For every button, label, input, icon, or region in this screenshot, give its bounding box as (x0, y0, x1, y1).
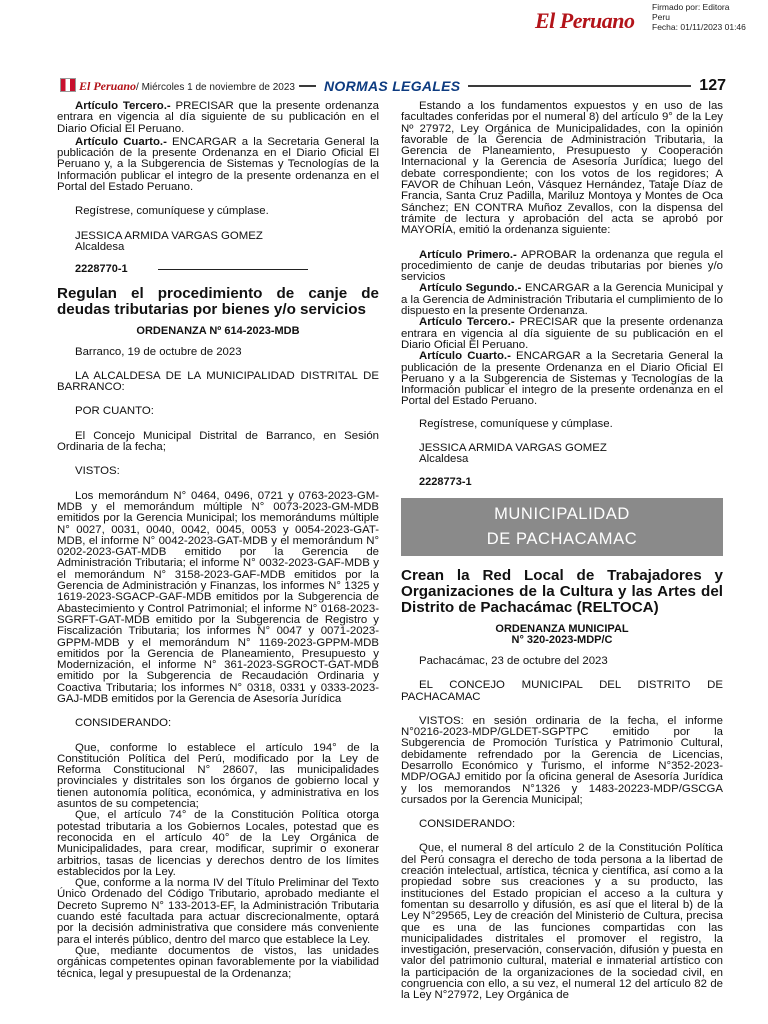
article-fourth (57, 137, 379, 193)
vistos-body: Los memorándum N° 0464, 0496, 0721 y 0763-2023-GM-MDB y el memorándum múltiple N° 0073-2023-GM-MDB emitidos por la Gerencia Municipal; los memorándums múltiple N° 0027, 0031, 0040, 0042, 0045, 0053 y 0054-2023-GAT-MDB, el informe N° 0042-2023-GAT-MDB y el memorándum N° 0202-2023-GAT-MDB emitido por la Gerencia de Administración Tributaria; el informe N° 0032-2023-GAF-MDB y el memorándum N° 3158-2023-GAF-MDB emitidos por la Gerencia de Administración y Finanzas, los informes N° 1325 y 1619-2023-SGACP-GAF-MDB emitidos por la Subgerencia de Abastecimiento y Control Patrimonial; el informe N° 0168-2023-SGRFT-GAT-MDB emitido por la Subgerencia de Registro y Fiscalización Tributaria; los informes N° 0047 y 0071-2023-GPPM-MDB y el memorándum N° 1169-2023-GPPM-MDB emitidos por la Gerencia de Planeamiento, Presupuesto y Modernización, el informe N° 361-2023-SGROCT-GAT-MDB emitido por la Subgerencia de Recaudación Ordinaria y Coactiva Tributaria; los informes N° 0318, 0331 y 0333-2023-GAJ-MDB emitidos por la Gerencia de Asesoría Jurídica (57, 489, 379, 705)
article-second (401, 283, 723, 317)
considerando-heading: CONSIDERANDO: (419, 818, 516, 831)
publication-code-text: 2228773-1 (419, 475, 472, 488)
ordinance-headline: Crean la Red Local de Trabajadores y Organizaciones de la Cultura y las Artes del Distrito de Pachacámac (RELTOCA) (401, 566, 723, 616)
signature-details (652, 2, 746, 32)
header-date: / Miércoles 1 de noviembre de 2023 (136, 82, 295, 93)
article-text: APROBAR la ordenanza que regula el procedimiento de canje de deudas tributarias por bienes y/o servicios (401, 248, 724, 284)
considerando-paragraph: Que, mediante documentos de vistos, las unidades orgánicas competentes opinan favorablemente por la viabilidad técnica, legal y presupuestal de la Ordenanza; (57, 944, 379, 980)
section-title: NORMAS LEGALES (316, 76, 468, 96)
concejo-statement: El Concejo Municipal Distrital de Barranco, en Sesión Ordinaria de la fecha; (57, 429, 379, 454)
article-fourth (401, 351, 723, 407)
page-number: 127 (691, 76, 726, 96)
right-column (401, 101, 723, 1002)
article-text: PRECISAR que la presente ordenanza entrara en vigencia al día siguiente de su publicación en el Diario Oficial El Peruano. (401, 316, 723, 351)
signed-date: Fecha: 01/11/2023 01:46 (652, 22, 746, 32)
issuing-authority: LA ALCALDESA DE LA MUNICIPALIDAD DISTRITAL DE BARRANCO: (57, 369, 379, 394)
peru-flag-icon (60, 78, 76, 92)
publication-code (419, 477, 723, 488)
article-label: Artículo Cuarto.- (419, 350, 511, 363)
article-text: ENCARGAR a la Secretaria General la publicación de la presente Ordenanza en el Diario Oficial El Peruano y a la Subgerencia de Sistemas y Tecnologías de la Información publicar el integro de la presente ordenanza en el Portal del Estado Peruano. (401, 350, 723, 408)
considerando-paragraph: Que, el artículo 74° de la Constitución Política otorga potestad tributaria a los Gobiernos Locales, potestad que es reconocida en el artículo 40° de la Ley Orgánica de Municipalidades, para crear, modificar, suprimir o exonerar arbitrios, tasas de licencias y derechos dentro de los límites establecidos por la Ley. (57, 809, 379, 878)
ordinance-number: ORDENANZA Nº 614-2023-MDB (136, 324, 300, 337)
considerando-paragraph: Que, el numeral 8 del artículo 2 de la Constitución Política del Perú consagra el derecho de toda persona a la libertad de creación intelectual, artística, técnica y científica, así como a la propiedad sobre sus creaciones y a su producto, las instituciones del Estado propician el acceso a la cultura y fomentan su desarrollo y difusión, es así que el literal b) de la Ley N°29565, Ley de creación del Ministerio de Cultura, precisa que es una de las funciones compartidas con las municipalidades distritales el promover el registro, la investigación, preservación, conservación, difusión y puesta en valor del patrimonio cultural, material e inmaterial artístico con la participación de la organizaciones de la sociedad civil, en congruencia con ello, a su vez, el numeral 12 del artículo 82 de la Ley N°27972, Ley Orgánica de (401, 842, 723, 1002)
signer-role: Alcaldesa (75, 240, 125, 253)
ordinance-code: N° 320-2023-MDP/C (511, 633, 613, 646)
article-third (401, 317, 723, 351)
vistos-heading: VISTOS: (75, 465, 120, 478)
ordinance-type: ORDENANZA MUNICIPAL (495, 622, 629, 635)
place-date: Barranco, 19 de octubre de 2023 (75, 345, 242, 358)
signed-country: Peru (652, 12, 670, 22)
digital-signature-stamp (0, 2, 768, 38)
header-brand-name: El Peruano (79, 79, 137, 93)
signer-name: JESSICA ARMIDA VARGAS GOMEZ (75, 229, 263, 242)
signer-role: Alcaldesa (419, 453, 469, 466)
left-column (57, 101, 379, 980)
por-cuanto: POR CUANTO: (75, 405, 154, 418)
el-peruano-logo: El Peruano (535, 8, 635, 33)
article-text: ENCARGAR a la Secretaria General la publicación de la presente Ordenanza en el Diario Oficial El Peruano y, a la Subgerencia de Sistemas y Tecnologías de la Información publicar el integro de la presente ordenanza en el Portal del Estado Peruano. (57, 135, 379, 194)
municipality-banner (401, 498, 723, 556)
publication-code-text: 2228770-1 (75, 263, 128, 276)
signer-name: JESSICA ARMIDA VARGAS GOMEZ (419, 442, 607, 455)
closing-formula: Regístrese, comuníquese y cúmplase. (75, 205, 269, 218)
header-brand (60, 76, 299, 98)
article-label: Artículo Tercero.- (419, 316, 515, 329)
article-text: ENCARGAR a la Gerencia Municipal y a la Gerencia de Administración Tributaria el cumplimiento de lo dispuesto en la presente Ordenanza. (401, 282, 723, 318)
intro-paragraph: Estando a los fundamentos expuestos y en uso de las facultades conferidas por el numeral 8) del artículo 9° de la Ley Nº 27972, Ley Orgánica de Municipalidades, con la opinión favorable de la Gerencia de Administración Tributaria, la Gerencia de Planeamiento, Presupuesto y Cooperación Internacional y la Gerencia de Asesoría Jurídica; luego del debate correspondiente; con los votos de los regidores; A FAVOR de Chihuan León, Vásquez Hernández, Tataje Díaz de Francia, Santa Cruz Padilla, Mariluz Montoya y Montes de Oca Sánchez; EN CONTRA Muñoz Zevallos, con la dispensa del trámite de lectura y aprobación del acta se aprobó por MAYORÍA, emitió la ordenanza siguiente: (401, 100, 723, 237)
separator-rule (158, 269, 308, 270)
article-label: Artículo Cuarto.- (75, 135, 167, 148)
signature-block (419, 443, 723, 466)
article-label: Artículo Primero.- (419, 248, 517, 261)
article-label: Artículo Segundo.- (419, 282, 522, 295)
considerando-paragraph: Que, conforme a la norma IV del Título Preliminar del Texto Único Ordenado del Código Tributario, aprobado mediante el Decreto Supremo N° 133-2013-EF, la Administración Tributaria cuando esté facultada para actuar discrecionalmente, optará por la decisión administrativa que considere más conveniente para el interés público, dentro del marco que establece la Ley. (57, 877, 379, 946)
signed-by: Firmado por: Editora (652, 2, 730, 12)
issuing-authority: EL CONCEJO MUNICIPAL DEL DISTRITO DE PACHACAMAC (401, 679, 723, 703)
municipality-line-2: DE PACHACAMAC (486, 529, 638, 548)
article-third (57, 101, 379, 135)
municipality-line-1: MUNICIPALIDAD (494, 504, 630, 523)
considerando-heading: CONSIDERANDO: (75, 717, 172, 730)
article-text: PRECISAR que la presente ordenanza entrara en vigencia al día siguiente de su publicación en el Diario Oficial El Peruano. (57, 100, 379, 135)
considerando-paragraph: Que, conforme lo establece el artículo 194° de la Constitución Política del Perú, modificado por la Ley de Reforma Constitucional N° 28607, las municipalidades provinciales y distritales son los órganos de gobierno local y tienen autonomía política, económica, y administrativa en los asuntos de su competencia; (57, 741, 379, 811)
article-label: Artículo Tercero.- (75, 100, 171, 112)
vistos-body: VISTOS: en sesión ordinaria de la fecha, el informe N°0216-2023-MDP/GLDET-SGPTPC emitido por la Subgerencia de Promoción Turística y Patrimonio Cultural, debidamente refrendado por la Gerencia de Licencias, Desarrollo Económico y Turismo, el informe N°352-2023-MDP/OGAJ emitido por la oficina general de Asesoría Jurídica y los memorandos N°1326 y 1483-20223-MDP/GSCGA cursados por la Gerencia Municipal; (401, 714, 723, 806)
ordinance-number (401, 624, 723, 646)
closing-formula: Regístrese, comuníquese y cúmplase. (419, 417, 613, 430)
article-first (401, 250, 723, 284)
signature-block (75, 231, 379, 254)
publication-code (75, 264, 379, 275)
ordinance-headline: Regulan el procedimiento de canje de deudas tributarias por bienes y/o servicios (57, 284, 379, 318)
place-date: Pachacámac, 23 de octubre del 2023 (419, 654, 608, 667)
running-header (60, 76, 726, 98)
